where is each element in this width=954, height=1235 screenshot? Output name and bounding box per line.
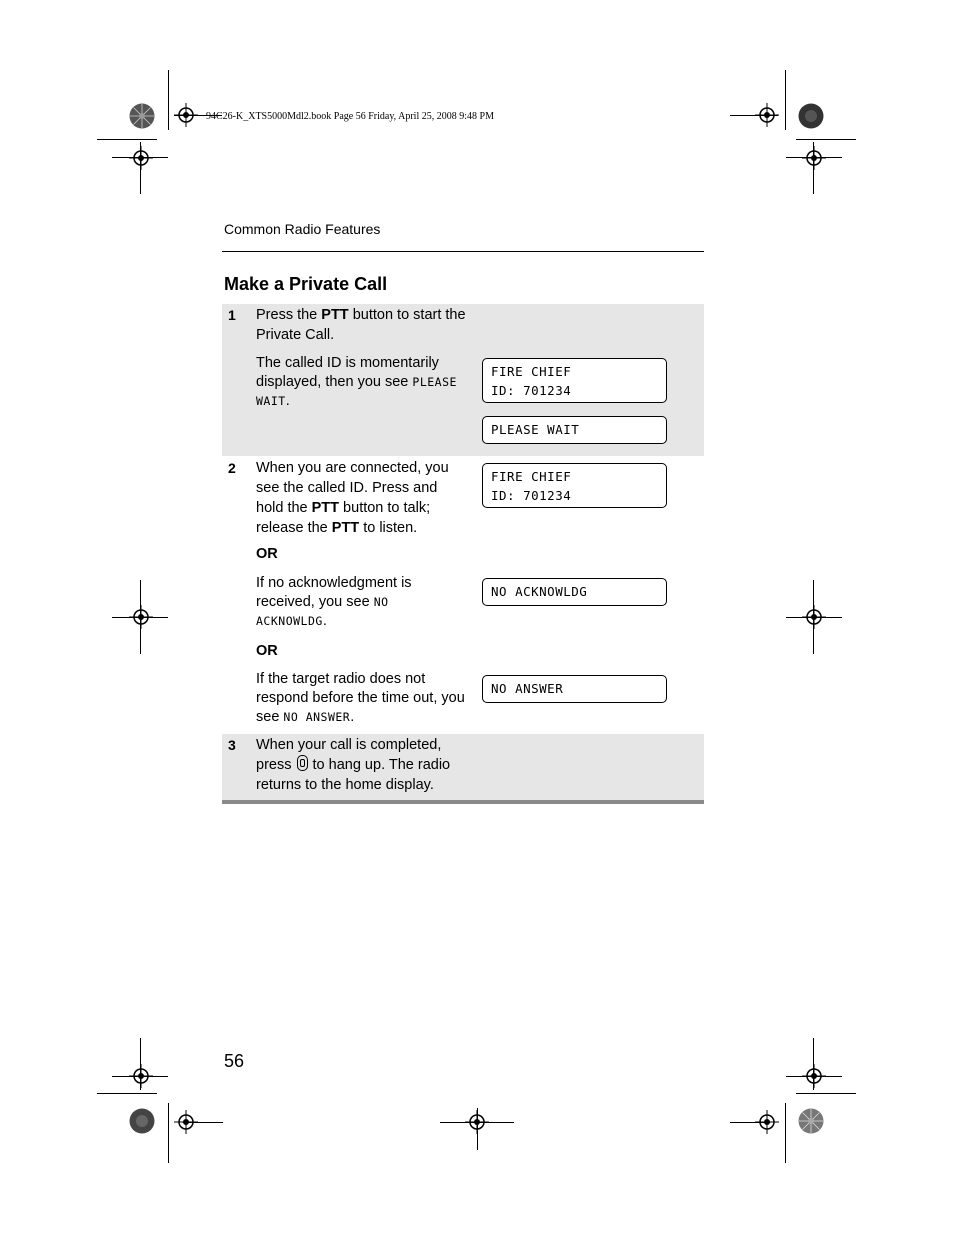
color-wheel-icon xyxy=(129,103,155,129)
step-1-note: The called ID is momentarily displayed, then you see PLEASE WAIT. xyxy=(256,355,457,409)
lcd-text-inline: NO ANSWER xyxy=(283,710,351,724)
color-wheel-icon xyxy=(798,1108,824,1134)
step-number: 2 xyxy=(228,460,236,476)
step-number: 1 xyxy=(228,307,236,323)
step-3-text: When your call is completed, press to hang up. The radio returns to the home display. xyxy=(256,737,451,793)
table-bottom-rule xyxy=(222,800,704,804)
home-key-icon xyxy=(297,755,308,771)
page-title: Make a Private Call xyxy=(224,274,388,294)
header-rule xyxy=(222,251,704,252)
lcd-text-inline: PLEASE WAIT xyxy=(256,375,457,408)
radio-display: FIRE CHIEF ID: 701234 xyxy=(482,358,667,403)
radio-display: NO ANSWER xyxy=(482,675,667,703)
step-2-alt-2: If the target radio does not respond before the time out, you see NO ANSWER. xyxy=(256,671,465,725)
lcd-text-inline: NO ACKNOWLDG xyxy=(256,595,389,628)
step-1-text: Press the PTT button to start the Private Call. xyxy=(256,307,466,343)
registration-target-icon xyxy=(802,146,826,170)
registration-target-icon xyxy=(802,605,826,629)
registration-target-icon xyxy=(129,146,153,170)
registration-target-icon xyxy=(174,1110,198,1134)
or-separator: OR xyxy=(256,643,278,659)
step-number: 3 xyxy=(228,737,236,753)
registration-target-icon xyxy=(755,103,779,127)
registration-target-icon xyxy=(465,1110,489,1134)
registration-target-icon xyxy=(802,1064,826,1088)
registration-target-icon xyxy=(755,1110,779,1134)
step-2-text: When you are connected, you see the called ID. Press and hold the PTT button to talk; release the PTT to listen. xyxy=(256,460,449,536)
ptt-label: PTT xyxy=(331,520,360,536)
or-separator: OR xyxy=(256,546,278,562)
registration-target-icon xyxy=(129,1064,153,1088)
color-wheel-icon xyxy=(129,1108,155,1134)
radio-display: NO ACKNOWLDG xyxy=(482,578,667,606)
color-wheel-icon xyxy=(798,103,824,129)
registration-target-icon xyxy=(129,605,153,629)
running-head: Common Radio Features xyxy=(224,221,381,237)
registration-target-icon xyxy=(174,103,198,127)
ptt-label: PTT xyxy=(311,500,340,516)
page-number: 56 xyxy=(224,1051,245,1071)
step-2-alt-1: If no acknowledgment is received, you see NO ACKNOWLDG. xyxy=(256,575,412,629)
radio-display: PLEASE WAIT xyxy=(482,416,667,444)
print-slug: 94C26-K_XTS5000Mdl2.book Page 56 Friday, April 25, 2008 9:48 PM xyxy=(206,111,494,122)
ptt-label: PTT xyxy=(321,307,349,323)
radio-display: FIRE CHIEF ID: 701234 xyxy=(482,463,667,508)
